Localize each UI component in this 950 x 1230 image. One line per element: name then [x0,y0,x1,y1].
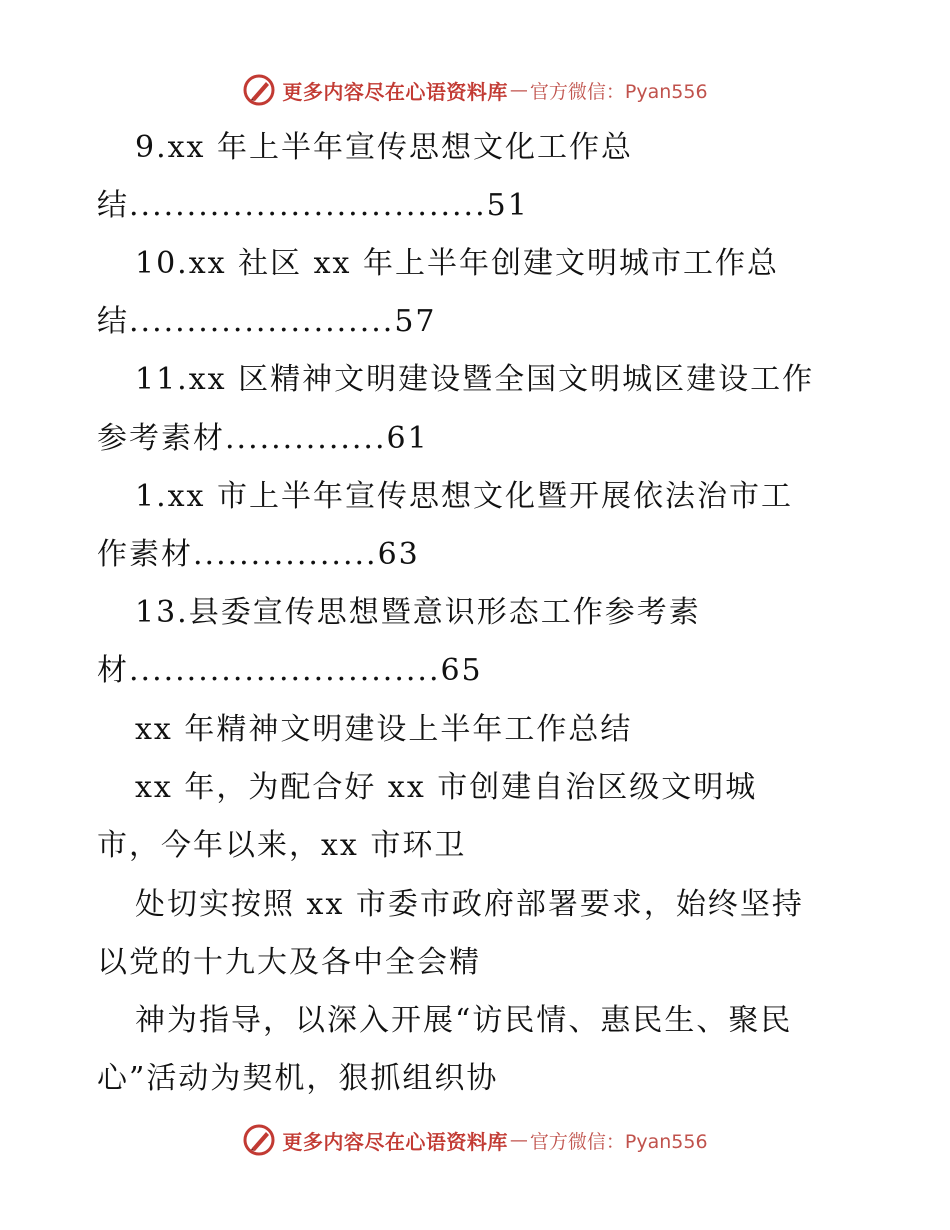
toc-item-12-page: 作素材................63 [97,537,420,572]
watermark-site-text: 更多内容尽在心语资料库 [282,79,508,104]
toc-item-12-title: 1.xx 市上半年宣传思想文化暨开展依法治市工 [135,479,793,514]
watermark-site-text: 更多内容尽在心语资料库 [282,1129,508,1154]
watermark-separator: — [509,1129,528,1151]
body-paragraph-line: xx 年，为配合好 xx 市创建自治区级文明城 [135,770,758,805]
body-paragraph-line: 以党的十九大及各中全会精 [97,945,481,980]
toc-item-10-page: 结.......................57 [97,304,437,339]
body-paragraph-line: 市，今年以来，xx 市环卫 [97,828,467,863]
toc-item-9-page: 结...............................51 [97,188,529,223]
toc-item-13-page: 材...........................65 [97,653,483,688]
watermark-wechat-text: 官方微信：Pyan556 [529,1130,708,1153]
pen-logo-icon [242,1123,276,1157]
body-paragraph-line: 心”活动为契机，狠抓组织协 [97,1061,499,1096]
toc-item-11-title: 11.xx 区精神文明建设暨全国文明城区建设工作 [135,362,815,397]
body-paragraph-line: 处切实按照 xx 市委市政府部署要求，始终坚持 [135,887,804,922]
watermark-wechat-text: 官方微信：Pyan556 [529,80,708,103]
footer-watermark-banner [0,1118,950,1162]
toc-item-10-title: 10.xx 社区 xx 年上半年创建文明城市工作总 [135,246,779,281]
pen-logo-icon [242,73,276,107]
body-paragraph-line: 神为指导，以深入开展“访民情、惠民生、聚民 [135,1003,793,1038]
watermark-separator: — [509,79,528,101]
toc-item-9-title: 9.xx 年上半年宣传思想文化工作总 [135,130,633,165]
toc-item-13-title: 13.县委宣传思想暨意识形态工作参考素 [135,595,701,630]
header-watermark-banner [0,68,950,112]
section-heading: xx 年精神文明建设上半年工作总结 [135,712,633,747]
toc-item-11-page: 参考素材..............61 [97,421,429,456]
